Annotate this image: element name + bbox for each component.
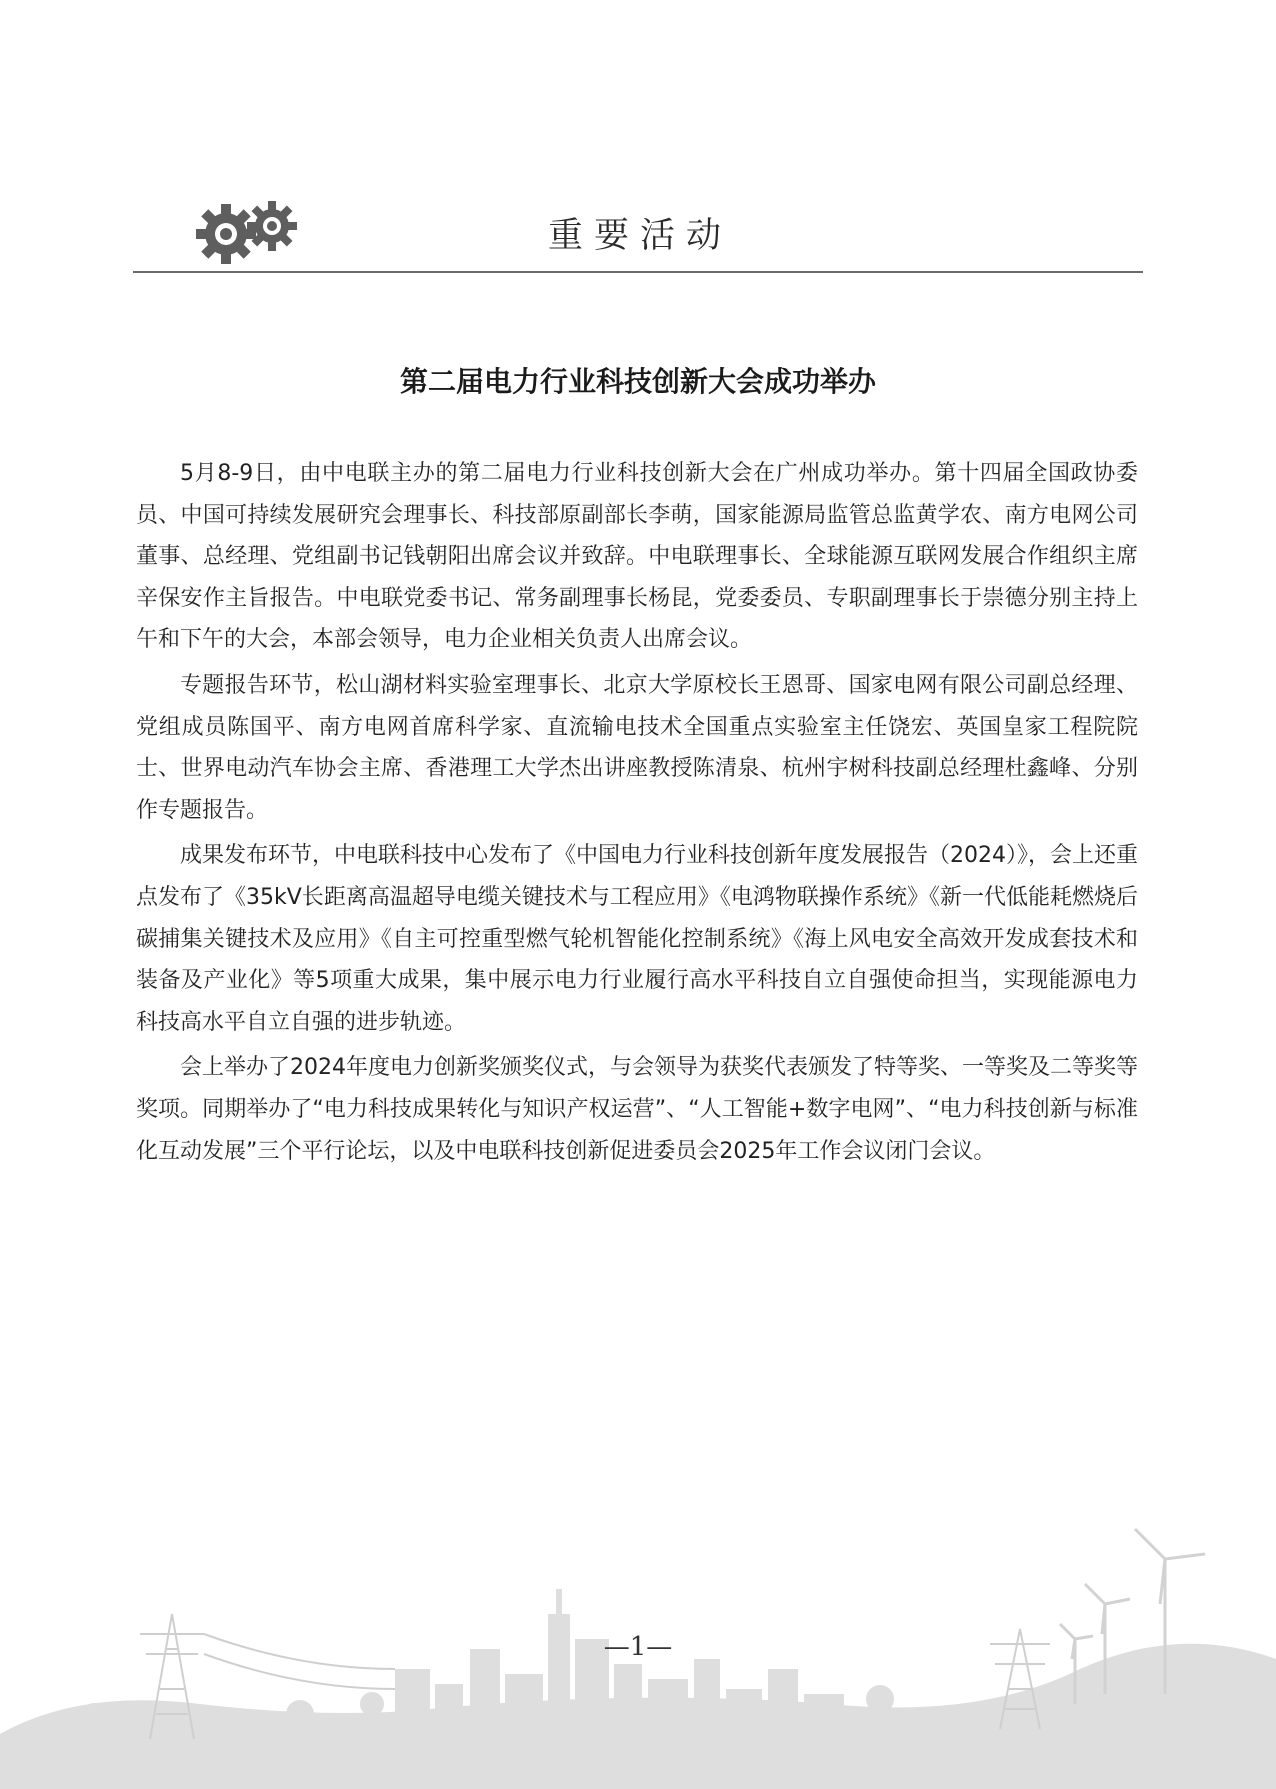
article-paragraph-3: 成果发布环节，中电联科技中心发布了《中国电力行业科技创新年度发展报告（2024）》，会上还重点发布了《35kV长距离高温超导电缆关键技术与工程应用》《电鸿物联操作系统》《新一代低能耗燃烧后碳捕集关键技术及应用》《自主可控重型燃气轮机智能化控制系统》《海上风电安全高效开发成套技术和装备及产业化》等5项重大成果，集中展示电力行业履行高水平科技自立自强使命担当，实现能源电力科技高水平自立自强的进步轨迹。 xyxy=(136,843,1138,1035)
header-divider xyxy=(133,271,1143,273)
article-body xyxy=(136,453,1138,1176)
article-paragraph-4: 会上举办了2024年度电力创新奖颁奖仪式，与会领导为获奖代表颁发了特等奖、一等奖及二等奖等奖项。同期举办了“电力科技成果转化与知识产权运营”、“人工智能+数字电网”、“电力科技创新与标准化互动发展”三个平行论坛，以及中电联科技创新促进委员会2025年工作会议闭门会议。 xyxy=(136,1055,1138,1164)
gears-icon xyxy=(190,198,310,268)
article-title: 第二届电力行业科技创新大会成功举办 xyxy=(399,365,876,398)
section-title: 重要活动 xyxy=(547,216,732,256)
article-paragraph-1: 5月8-9日，由中电联主办的第二届电力行业科技创新大会在广州成功举办。第十四届全国政协委员、中国可持续发展研究会理事长、科技部原副部长李萌，国家能源局监管总监黄学农、南方电网公司董事、总经理、党组副书记钱朝阳出席会议并致辞。中电联理事长、全球能源互联网发展合作组织主席辛保安作主旨报告。中电联党委书记、常务副理事长杨昆，党委委员、专职副理事长于崇德分别主持上午和下午的大会，本部会领导，电力企业相关负责人出席会议。 xyxy=(136,461,1138,653)
article-paragraph-2: 专题报告环节，松山湖材料实验室理事长、北京大学原校长王恩哥、国家电网有限公司副总经理、党组成员陈国平、南方电网首席科学家、直流输电技术全国重点实验室主任饶宏、英国皇家工程院院士、世界电动汽车协会主席、香港理工大学杰出讲座教授陈清泉、杭州宇树科技副总经理杜鑫峰、分别作专题报告。 xyxy=(136,672,1138,823)
page-number: —1— xyxy=(603,1632,673,1662)
